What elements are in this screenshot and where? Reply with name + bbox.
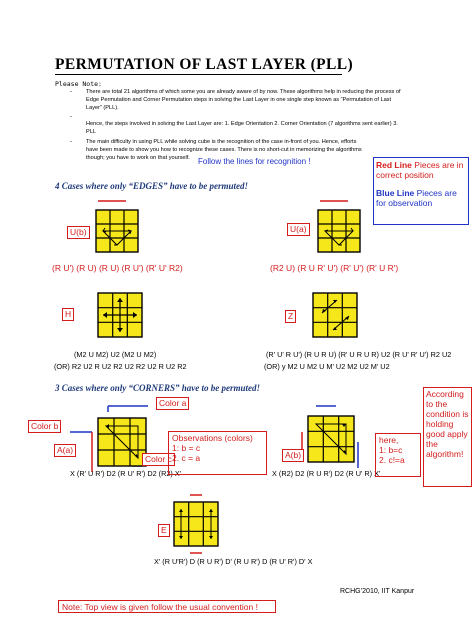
legend-box: [373, 157, 469, 225]
case-e-label: E: [158, 524, 170, 537]
note-1: There are total 21 algorithms of which some you are already aware of by now. These algorithms help in reducing the process of Edge Permutation and Corner Permutation steps in solving the Last Layer in one single step known as “Permutation of Last Layer” (PLL).: [86, 89, 401, 111]
bullet-dash: -: [70, 114, 72, 120]
color-b-label: Color b: [28, 420, 61, 433]
case-ab-label: A(b): [282, 449, 304, 462]
section-corners-heading: 3 Cases where only “CORNERS” have to be permuted!: [55, 383, 261, 393]
please-note-label: Please Note:: [55, 80, 102, 88]
case-h-alg1: (M2 U M2) U2 (M2 U M2): [74, 350, 157, 359]
observations-line2: 2. c = a: [172, 453, 201, 463]
legend-blue-title: Blue Line: [376, 188, 415, 198]
cube-h: [97, 292, 149, 344]
case-aa-alg: X (R' U R') D2 (R U' R') D2 (R2) X': [70, 469, 182, 478]
case-ua-label: U(a): [287, 223, 310, 236]
case-ab-alg: X (R2) D2 (R U R') D2 (R U' R) X': [272, 469, 381, 478]
observations-title: Observations (colors): [172, 433, 253, 443]
title-underline: [55, 74, 342, 75]
cube-ab: [298, 404, 378, 479]
color-a-label: Color a: [156, 397, 189, 410]
legend-blue-desc: Pieces are for observation: [376, 188, 457, 208]
cube-ua: [312, 200, 367, 255]
cube-e: [170, 494, 230, 556]
according-box: According to the condition is holding good apply the algorithm!: [423, 387, 472, 487]
case-h-alg2: (OR) R2 U2 R U2 R2 U2 R2 U2 R U2 R2: [54, 362, 187, 371]
observations-box: [168, 431, 267, 475]
note-2: Hence, the steps involved in solving the Last Layer are: 1. Edge Orientation 2. Corner Orientation (7 algorithms sent earlier) 3. PLL: [86, 121, 398, 135]
bullet-dash: -: [70, 139, 72, 145]
case-aa-label: A(a): [54, 444, 76, 457]
follow-lines-text: Follow the lines for recognition !: [198, 157, 311, 166]
note-3: The main difficulty in using PLL while solving cube is the recognition of the case in-front of you. Hence, efforts have been made to show you how to recognize these cases. There is no short-cut in memorizing the algorithms though; you have to work on that yourself.: [86, 139, 362, 161]
cube-ub: [90, 200, 145, 255]
color-c-label: Color c: [142, 453, 175, 466]
here-line0: here,: [379, 435, 399, 445]
bottom-note: Note: Top view is given follow the usual convention !: [58, 600, 276, 613]
section-edges-heading: 4 Cases where only “EDGES” have to be permuted!: [55, 181, 249, 191]
case-ua-alg: (R2 U) (R U R' U') (R' U') (R' U R'): [270, 263, 399, 273]
legend-red-title: Red Line: [376, 160, 412, 170]
legend-red-desc: Pieces are in correct position: [376, 160, 464, 180]
case-ub-alg: (R U') (R U) (R U) (R U') (R' U' R2): [52, 263, 183, 273]
cube-z: [312, 292, 364, 344]
here-line2: 2. c!=a: [379, 455, 405, 465]
observations-line1: 1: b = c: [172, 443, 201, 453]
page-title: PERMUTATION OF LAST LAYER (PLL): [55, 56, 354, 73]
case-h-label: H: [62, 308, 74, 321]
footer-credit: RCHG’2010, IIT Kanpur: [340, 588, 415, 595]
case-z-alg1: (R' U' R U') (R U R U) (R' U R U R) U2 (R U' R' U') R2 U2: [266, 350, 452, 359]
case-e-alg: X' (R U'R') D (R U R') D' (R U R') D (R U' R') D' X: [154, 557, 313, 566]
here-box: [375, 433, 421, 477]
case-z-alg2: (OR) y M2 U M2 U M' U2 M2 U2 M' U2: [264, 362, 390, 371]
here-line1: 1: b=c: [379, 445, 403, 455]
bullet-dash: -: [70, 89, 72, 95]
case-z-label: Z: [285, 310, 296, 323]
case-ub-label: U(b): [67, 226, 90, 239]
